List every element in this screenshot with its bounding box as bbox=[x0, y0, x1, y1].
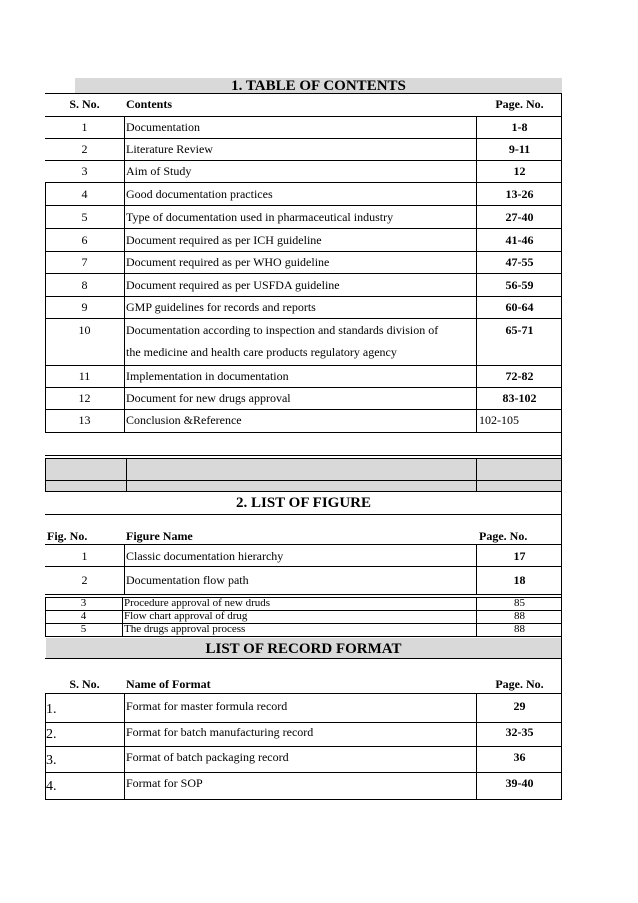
record-row-sno: 3. bbox=[46, 753, 57, 768]
record-row-page: 39-40 bbox=[505, 776, 534, 790]
toc-row-title: Type of documentation used in pharmaceutical industry bbox=[126, 210, 394, 224]
toc-title: 1. TABLE OF CONTENTS bbox=[231, 78, 406, 94]
figures-header-page: Page. No. bbox=[479, 529, 528, 543]
toc-row-page: 83-102 bbox=[502, 391, 537, 405]
record-row-name: Format for master formula record bbox=[126, 699, 288, 713]
toc-row-page: 27-40 bbox=[505, 210, 534, 224]
toc-row-title: Documentation bbox=[126, 120, 200, 134]
figure-row-page: 17 bbox=[513, 549, 526, 563]
toc-row-title: Implementation in documentation bbox=[126, 369, 289, 383]
toc-row-title: Conclusion &Reference bbox=[126, 413, 242, 427]
figure-row-name: Flow chart approval of drug bbox=[124, 610, 248, 622]
figure-row-no: 4 bbox=[80, 610, 87, 622]
toc-row-title: GMP guidelines for records and reports bbox=[126, 300, 316, 314]
figure-row-name: Documentation flow path bbox=[126, 573, 249, 587]
spacer-band bbox=[46, 458, 561, 491]
toc-row-page: 1-8 bbox=[511, 120, 528, 134]
record-row-name: Format for batch manufacturing record bbox=[126, 725, 314, 739]
figures-header-name: Figure Name bbox=[126, 529, 193, 543]
records-header-sno: S. No. bbox=[69, 677, 100, 691]
toc-row-page: 65-71 bbox=[505, 323, 534, 337]
records-header-name: Name of Format bbox=[126, 677, 211, 691]
toc-row-title: Document required as per ICH guideline bbox=[126, 233, 322, 247]
toc-row-sno: 2 bbox=[81, 142, 88, 156]
toc-row-sno: 11 bbox=[78, 369, 91, 383]
figure-row-no: 3 bbox=[80, 597, 87, 609]
toc-row-title: Good documentation practices bbox=[126, 187, 273, 201]
figure-row-page: 85 bbox=[514, 597, 525, 609]
toc-header-contents: Contents bbox=[126, 97, 173, 111]
toc-row-sno: 4 bbox=[81, 187, 88, 201]
figure-row-page: 88 bbox=[514, 610, 525, 622]
toc-row-sno: 3 bbox=[81, 164, 88, 178]
record-row-page: 32-35 bbox=[505, 725, 534, 739]
figure-row-no: 1 bbox=[81, 549, 88, 563]
toc-row-sno: 9 bbox=[81, 300, 88, 314]
toc-row-page: 60-64 bbox=[505, 300, 534, 314]
toc-row-page: 72-82 bbox=[505, 369, 534, 383]
toc-row-sno: 6 bbox=[81, 233, 88, 247]
toc-row-page: 56-59 bbox=[505, 278, 534, 292]
figures-header-no: Fig. No. bbox=[47, 529, 88, 543]
toc-row-title: Document required as per USFDA guideline bbox=[126, 278, 340, 292]
figure-row-name: The drugs approval process bbox=[124, 623, 246, 635]
toc-row-sno: 7 bbox=[81, 255, 88, 269]
toc-row-title: Aim of Study bbox=[126, 164, 192, 178]
toc-header-page: Page. No. bbox=[495, 97, 544, 111]
toc-row-title: Document required as per WHO guideline bbox=[126, 255, 330, 269]
figure-row-name: Classic documentation hierarchy bbox=[126, 549, 284, 563]
record-row-sno: 4. bbox=[46, 779, 57, 794]
toc-row-page: 12 bbox=[513, 164, 526, 178]
figure-row-name: Procedure approval of new druds bbox=[124, 597, 271, 609]
toc-row-sno: 5 bbox=[81, 210, 88, 224]
record-row-name: Format for SOP bbox=[126, 776, 203, 790]
toc-row-page: 13-26 bbox=[505, 187, 534, 201]
figure-row-no: 5 bbox=[80, 623, 87, 635]
record-row-page: 29 bbox=[513, 699, 526, 713]
toc-row-page: 102-105 bbox=[479, 413, 519, 427]
toc-row-title-continuation: the medicine and health care products regulatory agency bbox=[126, 345, 397, 359]
toc-row-page: 9-11 bbox=[508, 142, 531, 156]
records-title: LIST OF RECORD FORMAT bbox=[205, 641, 402, 657]
record-row-sno: 1. bbox=[46, 702, 57, 717]
record-row-page: 36 bbox=[513, 750, 526, 764]
toc-header-sno: S. No. bbox=[69, 97, 100, 111]
record-row-sno: 2. bbox=[46, 727, 57, 742]
toc-row-sno: 8 bbox=[81, 278, 88, 292]
toc-row-sno: 10 bbox=[78, 323, 91, 337]
toc-row-sno: 1 bbox=[81, 120, 88, 134]
toc-row-title: Document for new drugs approval bbox=[126, 391, 291, 405]
figure-row-page: 18 bbox=[513, 573, 526, 587]
toc-row-page: 47-55 bbox=[505, 255, 534, 269]
record-row-name: Format of batch packaging record bbox=[126, 750, 289, 764]
toc-row-title: Literature Review bbox=[126, 142, 213, 156]
toc-row-sno: 13 bbox=[78, 413, 91, 427]
figures-title: 2. LIST OF FIGURE bbox=[235, 495, 372, 511]
records-header-page: Page. No. bbox=[495, 677, 544, 691]
toc-row-title: Documentation according to inspection and standards division of bbox=[126, 323, 439, 337]
toc-row-page: 41-46 bbox=[505, 233, 534, 247]
figure-row-page: 88 bbox=[514, 623, 525, 635]
figure-row-no: 2 bbox=[81, 573, 88, 587]
toc-row-sno: 12 bbox=[78, 391, 91, 405]
